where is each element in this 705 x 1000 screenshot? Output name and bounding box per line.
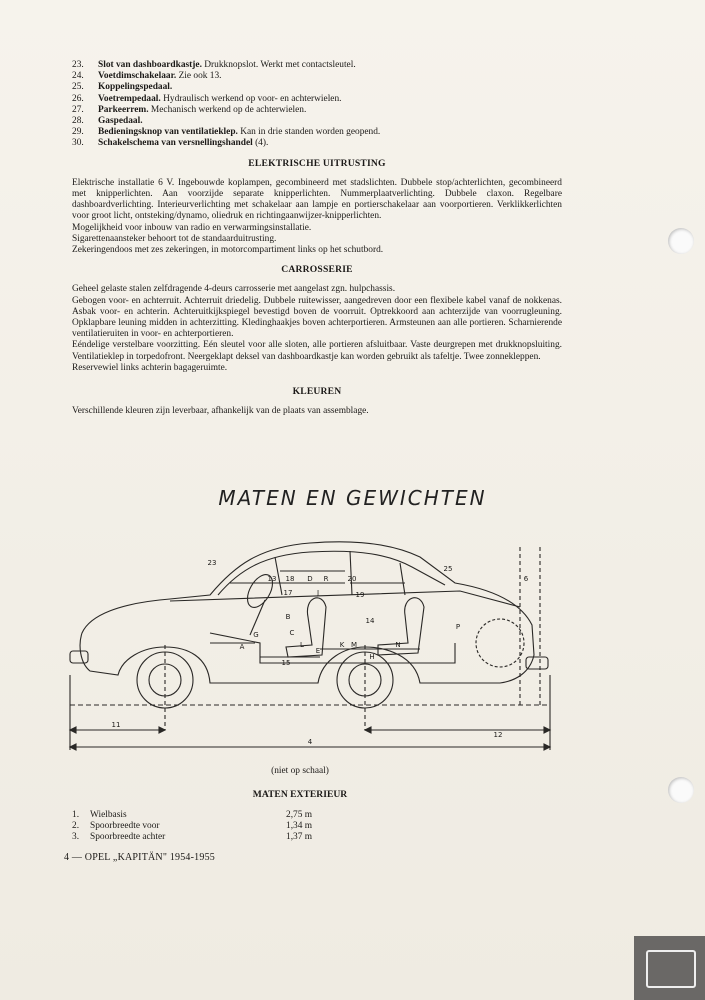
dim-label: 14 [365,617,375,625]
dim-label: H [369,653,375,661]
list-item [72,71,562,82]
page-footer: 4 — OPEL „KAPITÄN" 1954-1955 [64,852,215,863]
dim-label: 17 [283,589,293,597]
item-number: 26. [72,93,84,104]
item-number: 25. [72,82,84,93]
item-title: Schakelschema van versnellingshandel [98,138,253,149]
dim-label: 25 [443,565,453,573]
dim-label: M [350,641,358,649]
item-title: Voetdimschakelaar. [98,71,177,82]
dim-label: 4 [307,738,313,746]
dim-label: N [395,641,401,649]
electrical-paragraph: Elektrische installatie 6 V. Ingebouwde koplampen, gecombineerd met stadslichten. Dubbele stop/achterlichten, gecombineerd met knipperlichten. Aan voorzijde separate knipperlichten. Nummerplaatverlichting. Dubbele claxon. Regelbare dashboardverlichting. Interieurverlichting met schakelaar aan lampje en portierschakelaar aan voorportieren. Verklikkerlichten voor groot licht, ontsteking/dynamo, oliedruk en richtingaanwijzer-knipperlichten. [72,177,562,222]
list-item [72,138,562,149]
dim-label: K [339,641,345,649]
list-item [72,82,562,93]
electrical-paragraph: Zekeringendoos met zes zekeringen, in motorcompartiment links op het schutbord. [72,245,384,256]
table-row [72,821,312,832]
list-item [72,127,562,138]
dim-label: C [289,629,295,637]
exterior-heading: MATEN EXTERIEUR [252,789,348,800]
body-paragraph: Gebogen voor- en achterruit. Achterruit driedelig. Dubbele ruitewisser, aangedreven door een flexibele kabel vanaf de nokkenas. Asbak voor- en achterin. Achteruitkijkspiegel bevestigd boven de voorruit. Optrekkoord aan achterzijde van voorrugleuning. Opklapbare leuning midden in achterzitting. Kledinghaakjes boven achterportieren. Armsteunen aan alle portieren. Scharnierende ventilatieruiten in voor- en achterportieren. [72,295,562,340]
item-text: (4). [252,138,269,149]
item-text: Drukknopslot. Werkt met contactsleutel. [201,60,356,70]
item-title: Gaspedaal. [98,116,143,127]
item-number: 23. [72,60,84,70]
item-number: 30. [72,138,84,149]
dim-label: E [315,647,321,655]
list-item [72,94,562,105]
controls-list [72,60,562,150]
item-title: Slot van dashboardkastje. [98,60,202,70]
item-number: 27. [72,104,84,115]
item-number: 28. [72,116,84,127]
item-text: Mechanisch werkend op de achterwielen. [148,104,307,115]
item-title: Bedieningsknop van ventilatieklep. [98,127,238,138]
dim-label: 23 [207,559,217,567]
item-title: Parkeerrem. [98,104,149,115]
row-value: 1,37 m [286,832,313,842]
dim-label: 20 [347,575,357,583]
table-row [72,810,312,821]
row-number: 1. [72,810,80,820]
exterior-table [72,810,312,843]
electrical-paragraph: Sigarettenaansteker behoort tot de standaarduitrusting. [72,233,277,244]
body-paragraph: Geheel gelaste stalen zelfdragende 4-deurs carrosserie met aangelast zgn. hulpchassis. [72,284,396,295]
drawing-caption: (niet op schaal) [271,766,329,776]
list-item [72,60,562,71]
item-title: Koppelingspedaal. [98,82,173,93]
dim-label: B [285,613,291,621]
text-body [72,60,562,417]
dim-label: 15 [281,659,291,667]
row-label: Spoorbreedte achter [90,832,166,842]
punch-hole-bottom [668,777,694,803]
body-paragraph: Eéndelige verstelbare voorzitting. Eén sleutel voor alle sloten, alle portieren afsluitbaar. Vaste deurgrepen met drukknopsluiting. Ventilatieklep in torpedofront. Neergeklapt deksel van dashboardkastje kan worden gebruikt als tafeltje. Twee zonnekleppen. [72,340,562,362]
section-heading-body: CARROSSERIE [281,264,353,276]
item-text: Zie ook 13. [176,71,222,82]
list-item [72,105,562,116]
dim-label: D [307,575,313,583]
item-number: 29. [72,127,84,138]
dim-label: 6 [523,575,529,583]
car-dimension-drawing [60,525,560,757]
item-text: Hydraulisch werkend op voor- en achterwielen. [160,93,342,104]
watermark-badge [634,936,705,1000]
dim-label: 12 [493,731,503,739]
dim-label: L [300,641,304,649]
row-number: 3. [72,832,80,842]
section-heading-colors: KLEUREN [292,386,342,398]
dim-label: G [253,631,259,639]
row-label: Spoorbreedte voor [90,821,160,831]
row-number: 2. [72,821,80,831]
dim-label: 19 [355,591,365,599]
row-label: Wielbasis [90,810,127,820]
dim-label: J [316,589,320,597]
punch-hole-top [668,228,694,254]
dim-label: A [239,643,245,651]
item-number: 24. [72,71,84,82]
body-paragraph: Reservewiel links achterin bagageruimte. [72,362,228,373]
item-text: Kan in drie standen worden geopend. [237,127,381,138]
electrical-paragraph: Mogelijkheid voor inbouw van radio en verwarmingsinstallatie. [72,222,312,233]
row-value: 1,34 m [286,821,313,831]
dim-label: 18 [285,575,295,583]
table-row [72,832,312,843]
colors-paragraph: Verschillende kleuren zijn leverbaar, afhankelijk van de plaats van assemblage. [72,406,369,417]
row-value: 2,75 m [286,810,313,820]
item-title: Voetrempedaal. [98,93,161,104]
dim-label: 13 [267,575,277,583]
dim-label: R [323,575,329,583]
dim-label: 11 [111,721,121,729]
section-heading-electrical: ELEKTRISCHE UITRUSTING [248,157,386,169]
dimensions-title: MATEN EN GEWICHTEN [218,486,487,510]
dim-label: P [455,623,461,631]
list-item [72,116,562,127]
